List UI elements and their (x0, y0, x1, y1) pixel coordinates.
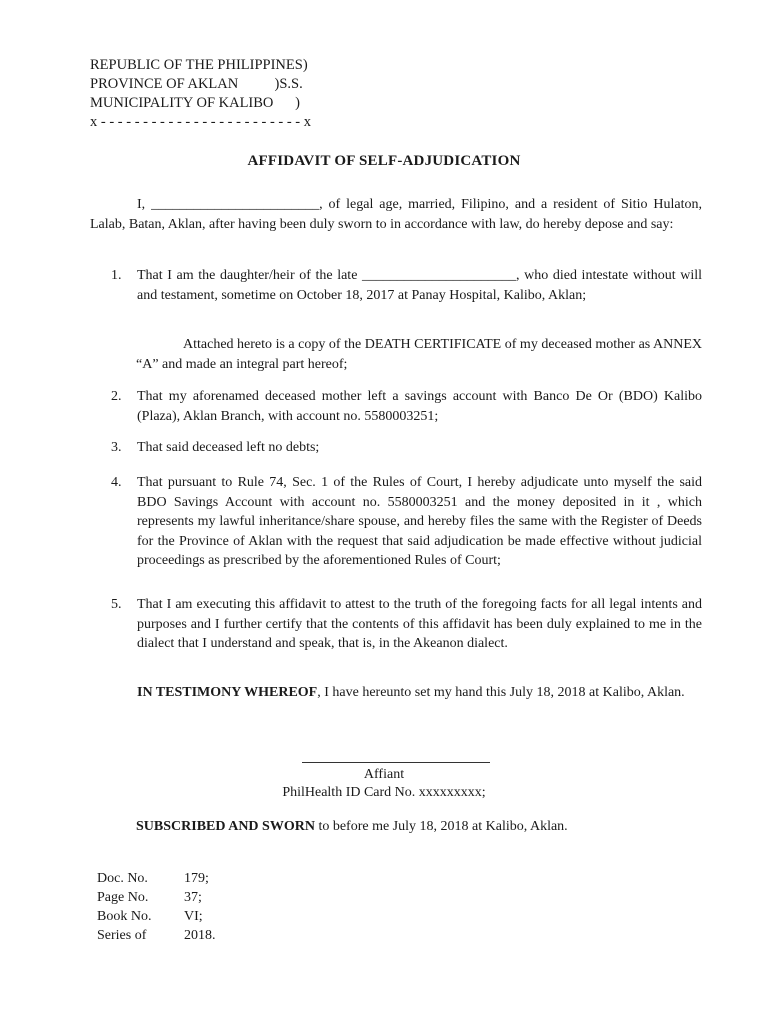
testimony-text: , I have hereunto set my hand this July 18, 2018 at Kalibo, Aklan. (317, 685, 685, 700)
book-no-label: Book No. (97, 909, 152, 924)
attached-paragraph (136, 335, 702, 374)
doc-no-row (97, 869, 216, 888)
numbered-item-1 (111, 266, 702, 305)
jurat-heading: SUBSCRIBED AND SWORN (136, 819, 315, 834)
item-number: 1. (111, 268, 122, 283)
item-text: That my aforenamed deceased mother left a savings account with Banco De Or (BDO) Kalibo (Plaza), Aklan Branch, with account no. 5580003251; (137, 389, 702, 424)
item-text: That I am the daughter/heir of the late ______________________, who died intestate without will and testament, sometime on October 18, 2017 at Panay Hospital, Kalibo, Aklan; (137, 268, 702, 303)
series-value: 2018. (184, 928, 216, 943)
item-number: 3. (111, 440, 122, 455)
series-row (97, 926, 216, 945)
signature-line (302, 762, 490, 763)
book-no-value: VI; (184, 909, 203, 924)
item-number: 2. (111, 389, 122, 404)
numbered-item-5 (111, 595, 702, 654)
caption-separator: x - - - - - - - - - - - - - - - - - - - - - - - - x (90, 114, 312, 130)
intro-paragraph (90, 195, 702, 234)
affiant-label: Affiant (363, 767, 405, 782)
numbered-item-4 (111, 473, 702, 571)
document-title: AFFIDAVIT OF SELF-ADJUDICATION (247, 153, 521, 169)
numbered-item-2 (111, 387, 702, 426)
doc-no-value: 179; (184, 871, 209, 886)
page-no-row (97, 888, 216, 907)
document-caption (90, 56, 311, 132)
caption-line-republic: REPUBLIC OF THE PHILIPPINES) (90, 57, 308, 73)
page-no-label: Page No. (97, 890, 149, 905)
item-text: That pursuant to Rule 74, Sec. 1 of the Rules of Court, I hereby adjudicate unto myself the said BDO Savings Account with account no. 5580003251 and the money deposited in it , which represents my lawful inheritance/share spouse, and hereby files the same with the Register of Deeds for the Province of Aklan with the request that said adjudication be made effective without judicial proceedings as prescribed by the aforementioned Rules of Court; (137, 475, 702, 568)
jurat-text: to before me July 18, 2018 at Kalibo, Aklan. (314, 819, 568, 834)
affiant-id-line: PhilHealth ID Card No. xxxxxxxxx; (282, 785, 486, 800)
testimony-heading: IN TESTIMONY WHEREOF (137, 685, 318, 700)
caption-line-province: PROVINCE OF AKLAN )S.S. (90, 76, 303, 92)
notarial-register (97, 869, 216, 945)
book-no-row (97, 907, 216, 926)
intro-text: I, ________________________, of legal age, married, Filipino, and a resident of Sitio Hulaton, Lalab, Batan, Aklan, after having been duly sworn to in accordance with law, do hereby depose and say: (90, 197, 702, 232)
item-text: That said deceased left no debts; (137, 440, 320, 455)
testimony-paragraph (90, 683, 702, 703)
item-number: 5. (111, 597, 122, 612)
numbered-item-3 (111, 438, 702, 458)
attached-text: Attached hereto is a copy of the DEATH CERTIFICATE of my deceased mother as ANNEX “A” and made an integral part hereof; (136, 337, 702, 372)
item-number: 4. (111, 475, 122, 490)
caption-line-municipality: MUNICIPALITY OF KALIBO ) (90, 95, 300, 111)
jurat (136, 819, 568, 835)
item-text: That I am executing this affidavit to attest to the truth of the foregoing facts for all legal intents and purposes and I further certify that the contents of this affidavit has been duly explained to me in the dialect that I understand and speak, that is, in the Akeanon dialect. (137, 597, 702, 651)
doc-no-label: Doc. No. (97, 871, 148, 886)
page-no-value: 37; (184, 890, 202, 905)
series-label: Series of (97, 928, 147, 943)
